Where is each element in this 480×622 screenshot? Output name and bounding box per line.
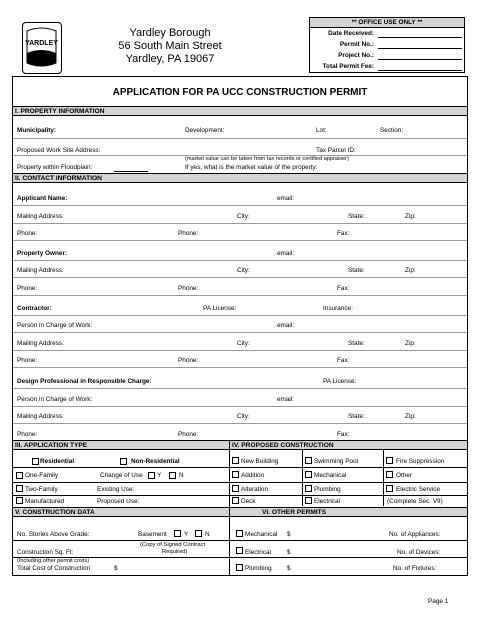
change-of-use-no-checkbox[interactable] — [169, 472, 176, 479]
owner-phone2-label: Phone: — [178, 285, 199, 292]
total-cost-dollar: $ — [114, 565, 118, 572]
electric-service-label: Electric Service — [396, 486, 441, 493]
design-state-label: State: — [348, 413, 365, 420]
owner-phone-line[interactable] — [13, 295, 467, 296]
op-plumbing-label: Plumbing — [245, 565, 272, 572]
applicant-phone-line[interactable] — [13, 240, 467, 241]
design-mailing-label: Mailing Address: — [17, 413, 64, 420]
op-electrical-checkbox[interactable] — [236, 547, 243, 554]
design-fax-label: Fax: — [337, 431, 350, 438]
deck-checkbox[interactable] — [232, 497, 239, 504]
floodplain-label: Property within Floodplain: — [17, 164, 93, 171]
op-electrical-line[interactable] — [229, 557, 467, 558]
copy-of-contract-required: Required) — [162, 549, 188, 555]
proposed-construction-header: IV. PROPOSED CONSTRUCTION — [229, 440, 467, 450]
other-permits-header: VI. OTHER PERMITS — [229, 507, 467, 517]
non-residential-label: Non-Residential — [131, 458, 180, 465]
application-type-header: III. APPLICATION TYPE — [13, 440, 229, 450]
new-building-checkbox[interactable] — [232, 457, 239, 464]
owner-email-label: email: — [277, 250, 295, 257]
construction-row-line2 — [229, 482, 467, 483]
applicant-mailing-label: Mailing Address: — [17, 213, 64, 220]
design-mailing-line[interactable] — [13, 423, 467, 424]
electrical-label: Electrical — [314, 498, 340, 505]
including-other-costs-note: (Including other permit costs) — [17, 558, 90, 564]
contractor-phone-label: Phone: — [17, 357, 38, 364]
contractor-fax-label: Fax: — [337, 357, 350, 364]
contractor-pa-license-label: PA License: — [203, 305, 237, 312]
total-cost-label: Total Cost of Construction: — [17, 565, 92, 572]
alteration-checkbox[interactable] — [232, 485, 239, 492]
change-of-use-yes-label: Y — [157, 472, 162, 479]
existing-use-label: Existing Use: — [97, 486, 135, 493]
municipality-label: Municipality: — [17, 127, 57, 134]
applicant-state-label: State: — [348, 213, 365, 220]
total-permit-fee-field[interactable] — [378, 70, 462, 71]
construction-sqft-label: Construction Sq. Ft: — [17, 549, 74, 556]
op-mechanical-checkbox[interactable] — [236, 530, 243, 537]
floodplain-field[interactable] — [114, 171, 148, 172]
residential-checkbox[interactable] — [32, 458, 39, 465]
design-professional-label: Design Professional in Responsible Charge: — [17, 378, 152, 385]
op-plumbing-checkbox[interactable] — [236, 564, 243, 571]
stories-above-grade-label: No. Stories Above Grade: — [17, 531, 90, 538]
app-type-row1-line — [13, 467, 229, 468]
op-plumbing-dollar: $ — [287, 565, 291, 572]
fixtures-label: No. of Fixtures: — [393, 565, 437, 572]
permit-no-label: Permit No.: — [339, 41, 374, 48]
contractor-state-label: State: — [348, 340, 365, 347]
electric-service-checkbox[interactable] — [386, 485, 393, 492]
contractor-phone2-label: Phone: — [178, 357, 199, 364]
market-value-question: If yes, what is the market value of the property: — [185, 164, 318, 171]
logo-text: YARDLEY — [25, 40, 58, 47]
proposed-use-label: Proposed Use: — [97, 498, 140, 505]
owner-fax-label: Fax: — [337, 285, 350, 292]
contractor-mailing-label: Mailing Address: — [17, 340, 64, 347]
two-family-label: Two-Family — [25, 486, 58, 493]
applicant-row-line[interactable] — [13, 205, 467, 206]
contractor-row-line[interactable] — [13, 315, 467, 316]
lot-label: Lot: — [316, 127, 327, 134]
section-label: Section: — [380, 127, 404, 134]
logo-graphic-icon — [23, 23, 60, 72]
one-family-label: One-Family — [25, 472, 59, 479]
applicant-email-label: email: — [277, 195, 295, 202]
design-phone-label: Phone: — [17, 431, 38, 438]
alteration-label: Alteration — [241, 486, 268, 493]
basement-yes-checkbox[interactable] — [174, 530, 181, 537]
existing-use-field[interactable] — [13, 495, 229, 496]
complete-sec-vii-note: (Complete Sec. VII) — [387, 498, 443, 505]
plumbing-checkbox[interactable] — [305, 485, 312, 492]
property-section-header: I. PROPERTY INFORMATION — [13, 106, 467, 116]
owner-state-label: State: — [348, 267, 365, 274]
construction-col-divider1 — [302, 450, 303, 506]
basement-no-label: N — [205, 531, 210, 538]
permit-no-field[interactable] — [378, 48, 462, 49]
devices-label: No. of Devices: — [397, 549, 441, 556]
app-type-row2-line — [13, 482, 229, 483]
construction-data-header: V. CONSTRUCTION DATA — [13, 507, 229, 517]
fire-suppression-checkbox[interactable] — [386, 457, 393, 464]
copy-of-contract-note: (Copy of Signed Contract — [140, 542, 206, 548]
date-received-field[interactable] — [378, 37, 462, 38]
applicant-fax-label: Fax: — [337, 230, 350, 237]
project-no-label: Project No.: — [338, 52, 374, 59]
office-use-title-text: ** OFFICE USE ONLY ** — [351, 19, 423, 26]
page-number: Page 1 — [428, 598, 449, 605]
page-title: APPLICATION FOR PA UCC CONSTRUCTION PERMIT — [112, 87, 368, 98]
design-pa-license-label: PA License: — [323, 378, 357, 385]
stories-row-line[interactable] — [13, 540, 229, 541]
contractor-zip-label: Zip: — [405, 340, 416, 347]
contractor-person-label: Person in Charge of Work: — [17, 322, 93, 329]
owner-mailing-line[interactable] — [13, 277, 467, 278]
project-no-field[interactable] — [378, 59, 462, 60]
op-electrical-label: Electrical — [245, 549, 271, 556]
op-mechanical-line[interactable] — [229, 540, 467, 541]
design-email-label: email: — [277, 396, 295, 403]
other-checkbox[interactable] — [386, 471, 393, 478]
contractor-insurance-label: Insurance: — [323, 305, 353, 312]
design-person-label: Person in Charge of Work: — [17, 396, 93, 403]
work-site-address-label: Proposed Work Site Address: — [17, 147, 101, 154]
change-of-use-label: Change of Use — [100, 472, 143, 479]
design-phone2-label: Phone: — [178, 431, 199, 438]
owner-zip-label: Zip: — [405, 267, 416, 274]
swimming-pool-checkbox[interactable] — [305, 457, 312, 464]
change-of-use-no-label: N — [179, 472, 184, 479]
contractor-person-line[interactable] — [13, 332, 467, 333]
owner-row-line[interactable] — [13, 260, 467, 261]
development-label: Development: — [185, 127, 225, 134]
design-person-line[interactable] — [13, 406, 467, 407]
design-row-line[interactable] — [13, 388, 467, 389]
owner-city-label: City: — [237, 267, 250, 274]
applicant-phone-label: Phone: — [17, 230, 38, 237]
basement-label: Basement — [138, 531, 167, 538]
contractor-email-label: email: — [277, 322, 295, 329]
addition-checkbox[interactable] — [232, 471, 239, 478]
op-mechanical-label: Mechanical — [245, 531, 278, 538]
manufactured-label: Manufactured — [25, 498, 65, 505]
non-residential-checkbox[interactable] — [120, 458, 127, 465]
construction-row-line1 — [229, 467, 467, 468]
org-address-line2: Yardley, PA 19067 — [125, 53, 215, 65]
contact-section-header: II. CONTACT INFORMATION — [13, 173, 467, 183]
construction-col-divider2 — [383, 450, 384, 506]
new-building-label: New Building — [241, 458, 279, 465]
other-label: Other — [396, 472, 412, 479]
plumbing-label: Plumbing — [314, 486, 341, 493]
change-of-use-yes-checkbox[interactable] — [148, 472, 155, 479]
basement-no-checkbox[interactable] — [195, 530, 202, 537]
fire-suppression-label: Fire Suppression — [396, 458, 445, 465]
market-value-note: (market value can be taken from tax records or certified appraiser) — [185, 156, 349, 162]
applicant-phone2-label: Phone: — [178, 230, 199, 237]
basement-yes-label: Y — [184, 531, 189, 538]
org-address-line1: 56 South Main Street — [118, 40, 222, 52]
deck-label: Deck — [241, 498, 256, 505]
mechanical-checkbox[interactable] — [305, 471, 312, 478]
two-family-checkbox[interactable] — [16, 485, 23, 492]
contractor-phone-line[interactable] — [13, 367, 467, 368]
owner-mailing-label: Mailing Address: — [17, 267, 64, 274]
swimming-pool-label: Swimming Pool — [314, 458, 359, 465]
yardley-logo — [22, 22, 62, 74]
mechanical-label: Mechanical — [314, 472, 347, 479]
applicant-city-label: City: — [237, 213, 250, 220]
appliances-label: No. of Appliances: — [389, 531, 441, 538]
applicant-zip-label: Zip: — [405, 213, 416, 220]
applicant-mailing-line[interactable] — [13, 223, 467, 224]
op-mechanical-dollar: $ — [287, 531, 291, 538]
total-permit-fee-label: Total Permit Fee: — [322, 63, 374, 70]
addition-label: Addition — [241, 472, 265, 479]
date-received-label: Date Received: — [328, 30, 374, 37]
electrical-checkbox[interactable] — [305, 497, 312, 504]
contractor-label: Contractor: — [17, 305, 52, 312]
contractor-mailing-line[interactable] — [13, 350, 467, 351]
design-zip-label: Zip: — [405, 413, 416, 420]
one-family-checkbox[interactable] — [16, 472, 23, 479]
municipality-field[interactable] — [13, 138, 467, 139]
applicant-name-label: Applicant Name: — [17, 195, 68, 202]
design-city-label: City: — [237, 413, 250, 420]
owner-phone-label: Phone: — [17, 285, 38, 292]
tax-parcel-label: Tax Parcel ID: — [316, 147, 356, 154]
contractor-city-label: City: — [237, 340, 250, 347]
construction-row-line3 — [229, 495, 467, 496]
property-owner-label: Property Owner: — [17, 250, 68, 257]
manufactured-checkbox[interactable] — [16, 497, 23, 504]
org-name: Yardley Borough — [129, 27, 211, 39]
residential-label: Residential — [40, 458, 75, 465]
op-electrical-dollar: $ — [287, 549, 291, 556]
